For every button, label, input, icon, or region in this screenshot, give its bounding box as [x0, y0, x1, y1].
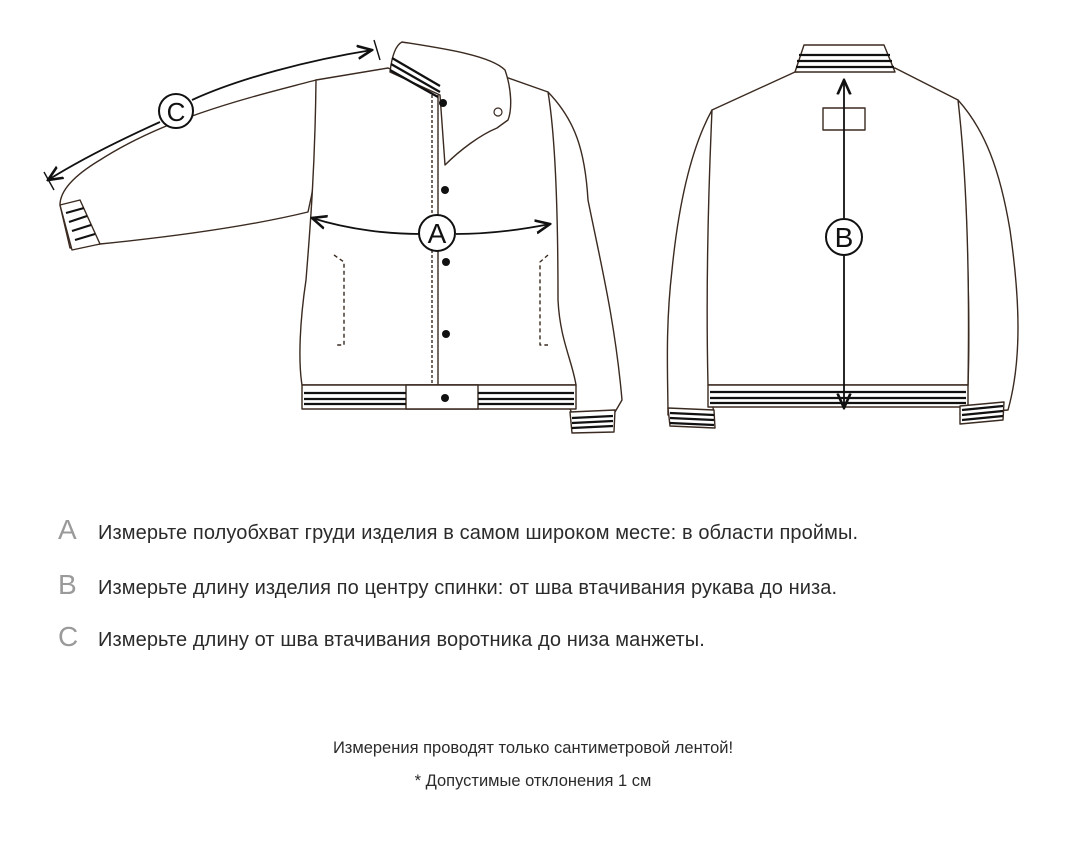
tolerance-note: * Допустимые отклонения 1 см: [414, 772, 652, 790]
instruction-c-letter: C: [58, 621, 79, 652]
marker-c: [159, 94, 193, 128]
instruction-a: [58, 514, 858, 546]
instruction-c: [58, 621, 705, 653]
instruction-b-letter: B: [58, 569, 77, 600]
instruction-b: [58, 569, 837, 601]
marker-a: [419, 215, 455, 251]
marker-a-label: A: [427, 218, 447, 249]
instruction-c-text: Измерьте длину от шва втачивания воротника до низа манжеты.: [98, 629, 705, 651]
marker-c-label: C: [166, 97, 186, 127]
instruction-b-text: Измерьте длину изделия по центру спинки: от шва втачивания рукава до низа.: [98, 577, 838, 599]
tape-note: Измерения проводят только сантиметровой лентой!: [332, 739, 734, 757]
instruction-a-letter: A: [58, 514, 77, 545]
marker-b: [826, 219, 862, 255]
marker-b-label: B: [834, 222, 854, 253]
instruction-a-text: Измерьте полуобхват груди изделия в самом широком месте: в области проймы.: [98, 522, 859, 544]
jacket-front-illustration: [60, 42, 622, 433]
